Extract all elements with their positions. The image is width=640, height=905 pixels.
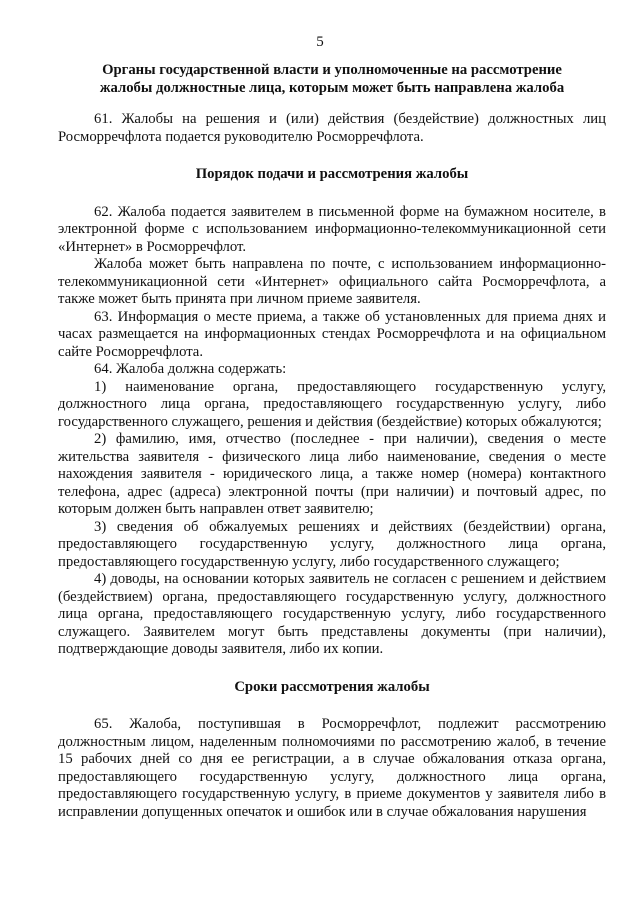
paragraph-62-mail: Жалоба может быть направлена по почте, с использованием информационно-телекоммуникационной сети «Интернет» официального сайта Росморречфлота, а также может быть принята при личном приеме заявителя.	[58, 256, 606, 307]
paragraph-64-item-1: 1) наименование органа, предоставляющего государственную услугу, должностного лица органа, предоставляющего государственную услугу, либо государственного служащего, решения и действия (бездействие) которых обжалуются;	[58, 378, 606, 430]
section-heading-deadlines: Сроки рассмотрения жалобы	[234, 678, 430, 695]
paragraph-61: 61. Жалобы на решения и (или) действия (бездействие) должностных лиц Росморречфлота подается руководителю Росморречфлота.	[58, 111, 606, 145]
page-number: 5	[316, 34, 324, 50]
section-heading-authorities: Органы государственной власти и уполномоченные на рассмотрение жалобы должностные лица, которым может быть направлена жалоба	[99, 62, 565, 96]
paragraph-64-item-2: 2) фамилию, имя, отчество (последнее - при наличии), сведения о месте жительства заявителя - физического лица либо наименование, сведения о месте нахождения заявителя - юридического лица, а также номер (номера) контактного телефона, адрес (адреса) электронной почты (при наличии) и почтовый адрес, по которым должен быть направлен ответ заявителю;	[58, 431, 606, 517]
paragraph-64: 64. Жалоба должна содержать:	[94, 361, 287, 377]
paragraph-64-item-3: 3) сведения об обжалуемых решениях и действиях (бездействии) органа, предоставляющего государственную услугу, должностного лица органа, предоставляющего государственную услугу, либо государственного служащего;	[58, 518, 606, 570]
paragraph-62: 62. Жалоба подается заявителем в письменной форме на бумажном носителе, в электронной форме с использованием информационно-телекоммуникационной сети «Интернет» в Росморречфлот.	[58, 203, 606, 255]
document-body	[58, 62, 606, 821]
paragraph-65: 65. Жалоба, поступившая в Росморречфлот, подлежит рассмотрению должностным лицом, наделенным полномочиями по рассмотрению жалоб, в течение 15 рабочих дней со дня ее регистрации, а в случае обжалования отказа органа, предоставляющего государственную услугу, должностного лица органа, предоставляющего государственную услугу, в приеме документов у заявителя либо в исправлении допущенных опечаток и ошибок или в случае обжалования нарушения	[58, 716, 606, 820]
paragraph-64-item-4: 4) доводы, на основании которых заявитель не согласен с решением и действием (бездействием) органа, предоставляющего государственную услугу, должностного лица органа, предоставляющего государственную услугу, либо государственного служащего. Заявителем могут быть представлены документы (при наличии), подтверждающие доводы заявителя, либо их копии.	[58, 571, 606, 657]
paragraph-63: 63. Информация о месте приема, а также об установленных для приема днях и часах размещается на информационных стендах Росморречфлота и на официальном сайте Росморречфлота.	[58, 308, 606, 360]
section-heading-procedure: Порядок подачи и рассмотрения жалобы	[195, 166, 469, 182]
